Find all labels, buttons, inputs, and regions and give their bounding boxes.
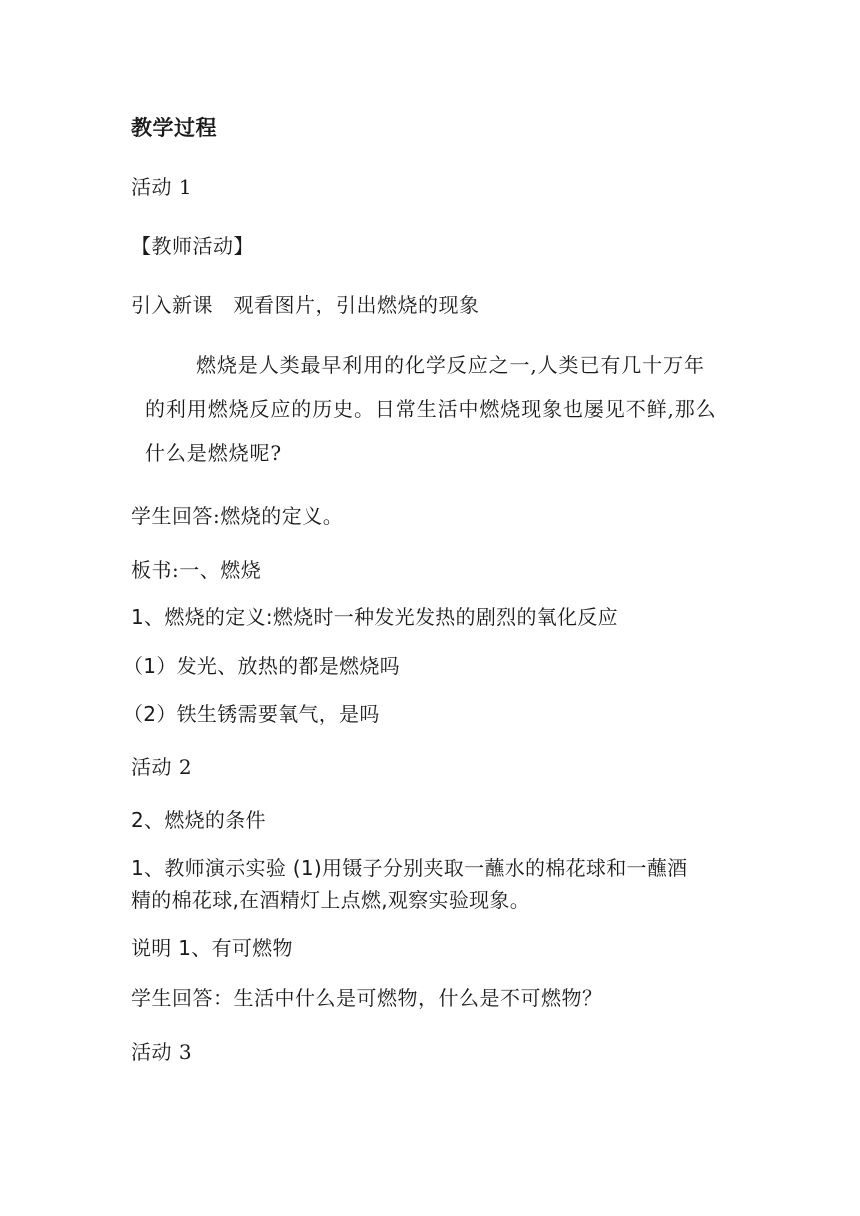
student-answer-2: 学生回答：生活中什么是可燃物，什么是不可燃物？ xyxy=(131,986,603,1010)
experiment-line-2: 精的棉花球,在酒精灯上点燃,观察实验现象。 xyxy=(131,888,531,912)
question-1: （1）发光、放热的都是燃烧吗 xyxy=(123,654,400,678)
activity-2-label: 活动 2 xyxy=(131,755,193,779)
student-answer-1: 学生回答:燃烧的定义。 xyxy=(131,504,344,528)
note-1: 说明 1、有可燃物 xyxy=(131,936,293,960)
section-title: 教学过程 xyxy=(131,115,217,140)
experiment-line-1: 1、教师演示实验 (1)用镊子分别夹取一蘸水的棉花球和一蘸酒 xyxy=(131,856,688,880)
paragraph-line-2: 的利用燃烧反应的历史。日常生活中燃烧现象也屡见不鲜,那么 xyxy=(145,397,717,421)
activity-1-label: 活动 1 xyxy=(131,175,193,199)
activity-3-label: 活动 3 xyxy=(131,1040,193,1064)
teacher-activity-label: 【教师活动】 xyxy=(131,234,254,258)
board-writing: 板书:一、燃烧 xyxy=(131,558,262,582)
paragraph-line-1: 燃烧是人类最早利用的化学反应之一,人类已有几十万年 xyxy=(196,353,705,377)
question-2: （2）铁生锈需要氧气，是吗 xyxy=(123,702,380,726)
conditions-heading: 2、燃烧的条件 xyxy=(131,808,266,832)
definition-line: 1、燃烧的定义:燃烧时一种发光发热的剧烈的氧化反应 xyxy=(131,605,618,629)
paragraph-line-3: 什么是燃烧呢? xyxy=(145,441,283,465)
intro-line: 引入新课 观看图片，引出燃烧的现象 xyxy=(131,293,480,317)
